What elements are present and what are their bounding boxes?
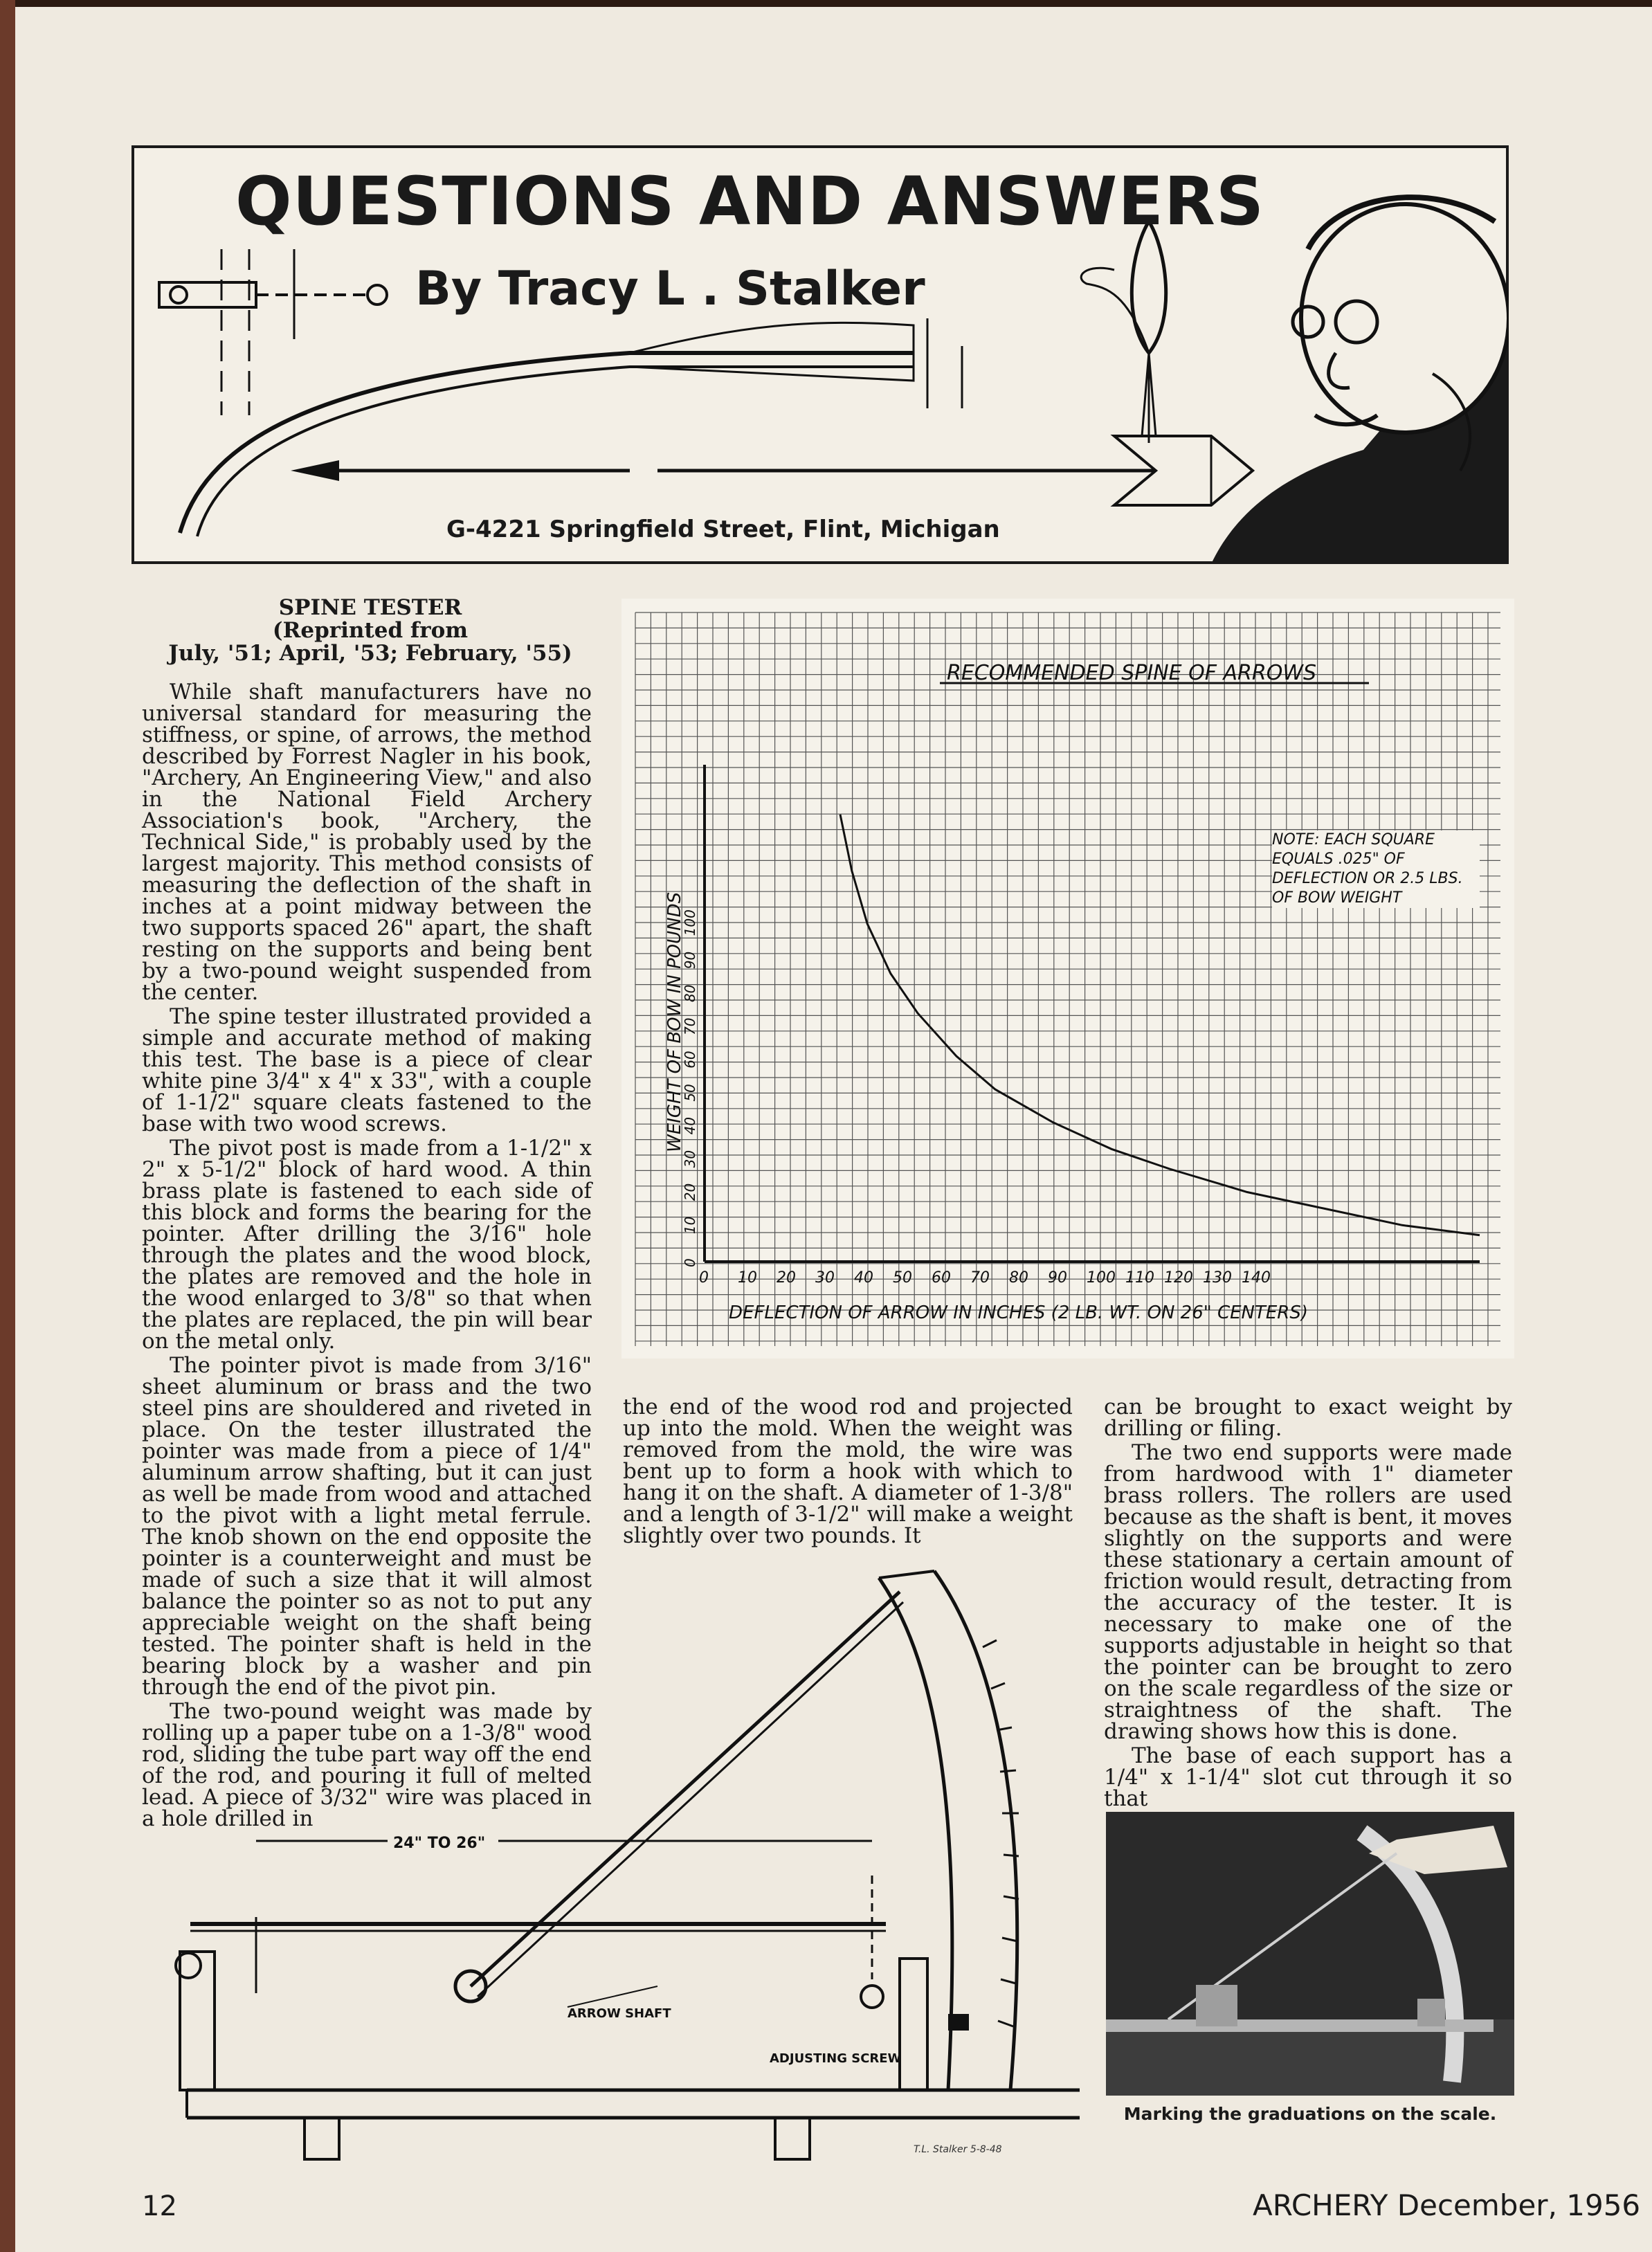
paragraph: The spine tester illustrated provided a simple and accurate method of making this test. The base is a piece of clear white pine 3/4" x 4" x 33", with a couple of 1-1/2" square cleats fastened to the base with two wood screws. [142,1004,592,1136]
x-tick-label: 110 [1125,1269,1154,1287]
x-tick-label: 100 [1087,1269,1116,1287]
x-tick-label: 50 [893,1269,912,1287]
x-tick-label: 10 [738,1269,757,1287]
chart-title: RECOMMENDED SPINE OF ARROWS [947,661,1317,685]
x-tick-label: 40 [854,1269,873,1287]
y-tick-label: 60 [682,1051,698,1069]
article-subheading-line1: (Reprinted from [272,618,469,643]
spine-tester-diagram [138,1564,1093,2166]
y-tick-label: 100 [682,909,698,936]
x-tick-label: 90 [1048,1269,1067,1287]
spine-chart [621,599,1514,1359]
column-3 [1104,1397,1512,1813]
y-tick-label: 20 [682,1183,698,1201]
x-tick-label: 120 [1164,1269,1193,1287]
paragraph: The two-pound weight was made by rolling up a paper tube on a 1-3/8" wood rod, sliding the tube part way off the end of the rod, and pouring it full of melted lead. A piece of 3/32" wire was placed in a hole drilled in [142,1699,592,1831]
y-tick-label: 70 [682,1017,698,1035]
byline: By Tracy L . Stalker [415,262,925,316]
y-tick-label: 10 [682,1216,698,1235]
y-tick-label: 80 [682,984,698,1003]
y-tick-label: 50 [682,1084,698,1102]
y-axis-label: WEIGHT OF BOW IN POUNDS [664,891,685,1152]
paragraph: While shaft manufacturers have no universal standard for measuring the stiffness, or spine, of arrows, the method described by Forrest Nagler in his book, "Archery, An Engineering View," and also in the National Field Archery Association's book, "Archery, the Technical Side," is probably used by the largest majority. This method consists of measuring the deflection of the shaft in inches at a point midway between the two supports spaced 26" apart, the shaft resting on the supports and being bent by a two-pound weight suspended from the center. [142,680,592,1005]
article-heading-block [142,597,599,665]
paragraph: can be brought to exact weight by drilling or filing. [1104,1395,1512,1441]
x-tick-label: 20 [777,1269,796,1287]
diagram-signature: T.L. Stalker 5-8-48 [914,2144,1002,2155]
x-axis-label: DEFLECTION OF ARROW IN INCHES (2 LB. WT. ON 26" CENTERS) [729,1302,1309,1323]
page-title: QUESTIONS AND ANSWERS [235,163,1265,240]
paragraph: The two end supports were made from hardwood with 1" diameter brass rollers. The rollers are used because as the shaft is bent, it moves slightly on the supports and were these stationary a certain amount of friction would result, detracting from the accuracy of the tester. It is necessary to make one of the supports adjustable in height so that the pointer can be brought to zero on the scale regardless of the size or straightness of the shaft. The drawing shows how this is done. [1104,1440,1512,1744]
x-tick-label: 30 [815,1269,835,1287]
article-heading: SPINE TESTER [278,595,462,620]
photo-marking-graduations [1106,1812,1514,2096]
magazine-footer: ARCHERY December, 1956 [1253,2188,1641,2222]
paragraph: The pointer pivot is made from 3/16" sheet aluminum or brass and the two steel pins are shouldered and riveted in place. On the tester illustrated the pointer was made from a piece of 1/4" aluminum arrow shafting, but it can just as well be made from wood and attached to the pivot with a light metal ferrule. The knob shown on the end opposite the pointer is a counterweight and must be made of such a size that it will almost balance the pointer so as not to put any appreciable weight on the shaft being tested. The pointer shaft is held in the bearing block by a washer and pin through the end of the pivot pin. [142,1353,592,1700]
y-tick-label: 40 [682,1117,698,1135]
page-edge-top [0,0,1652,7]
paragraph: The pivot post is made from a 1-1/2" x 2" x 5-1/2" block of hard wood. A thin brass plate is fastened to each side of this block and forms the bearing for the pointer. After drilling the 3/16" hole through the plates and the wood block, the plates are removed and the hole in the wood enlarged to 3/8" so that when the plates are replaced, the pin will bear on the metal only. [142,1136,592,1354]
photo-caption: Marking the graduations on the scale. [1123,2104,1497,2124]
x-tick-label: 0 [699,1269,709,1287]
column-2 [623,1397,1073,1550]
address: G-4221 Springfield Street, Flint, Michigan [446,516,1000,543]
x-tick-label: 70 [970,1269,990,1287]
paragraph: the end of the wood rod and projected up into the mold. When the weight was removed from the mold, the wire was bent up to form a hook with which to hang it on the shaft. A diameter of 1-3/8" and a length of 3-1/2" will make a weight slightly over two pounds. It [623,1395,1073,1548]
x-tick-label: 80 [1009,1269,1028,1287]
y-tick-label: 90 [682,951,698,970]
chart-note: NOTE: EACH SQUARE EQUALS .025" OF DEFLECTION OR 2.5 LBS. OF BOW WEIGHT [1272,830,1480,908]
article-subheading-line2: July, '51; April, '53; February, '55) [168,641,572,666]
y-tick-label: 0 [682,1258,698,1267]
page-edge-left [0,0,15,2252]
y-tick-label: 30 [682,1150,698,1168]
paragraph: The base of each support has a 1/4" x 1-1/4" slot cut through it so that [1104,1743,1512,1811]
chart-note-box [1272,830,1480,941]
x-tick-label: 60 [932,1269,951,1287]
adjusting-screw-label: ADJUSTING SCREW [770,2051,902,2066]
x-tick-label: 130 [1203,1269,1232,1287]
page-number: 12 [142,2190,177,2222]
dimension-label: 24" TO 26" [393,1835,486,1852]
x-tick-label: 140 [1242,1269,1271,1287]
arrow-shaft-label: ARROW SHAFT [568,2006,671,2021]
